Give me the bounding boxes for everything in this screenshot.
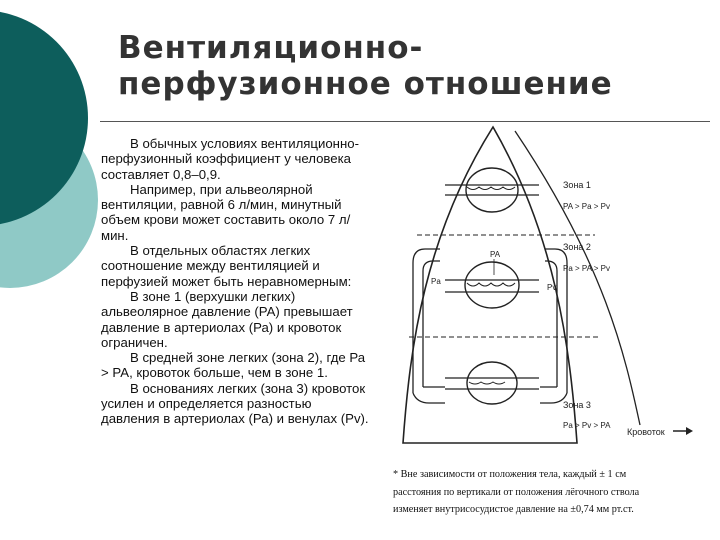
footnote-line: расстояния по вертикали от положения лёгочного ствола — [393, 486, 640, 498]
lung-zones-diagram — [395, 125, 705, 450]
zone-2-label: Зона 2 — [563, 242, 591, 252]
decorative-circles — [0, 0, 110, 300]
paragraph: В средней зоне легких (зона 2), где Ра > РА, кровоток больше, чем в зоне 1. — [101, 350, 366, 381]
alveolus-zone-2 — [445, 262, 539, 308]
title-line-1: Вентиляционно- — [118, 30, 424, 66]
paragraph: В основаниях легких (зона 3) кровоток усилен и определяется разностью давления в артериолах (Ра) и венулах (Рv). — [101, 380, 369, 427]
zone-1-relation: PA > Pa > Pv — [563, 202, 610, 211]
arterial-pressure-label: Pa — [431, 277, 441, 286]
zone-3-label: Зона 3 — [563, 400, 591, 410]
zone-1-label: Зона 1 — [563, 180, 591, 190]
zone-2-relation: Pa > PA > Pv — [563, 264, 610, 273]
page-title — [118, 30, 708, 102]
paragraph: В зоне 1 (верхушки легких) альвеолярное давление (РА) превышает давление в артериолах (Ра) и кровоток ограничен. — [101, 288, 353, 350]
alveolar-pressure-label: PA — [490, 250, 501, 259]
zone-3-relation: Pa > Pv > PA — [563, 421, 611, 430]
paragraph: В отдельных областях легких соотношение между вентиляцией и перфузией может быть неравномерным: — [101, 243, 352, 289]
body-text — [101, 136, 369, 427]
alveolus-zone-3 — [445, 362, 539, 404]
footnote — [393, 466, 713, 519]
blood-flow-label: Кровоток — [627, 427, 665, 437]
footnote-line: изменяет внутрисосудистое давление на ±0,74 мм рт.ст. — [393, 504, 634, 515]
arrow-head-icon — [686, 427, 693, 435]
title-divider — [100, 121, 710, 122]
blood-flow-curve — [515, 131, 640, 425]
title-line-2: перфузионное отношение — [118, 66, 613, 102]
paragraph: Например, при альвеолярной вентиляции, равной 6 л/мин, минутный объем крови может составить около 7 л/мин. — [101, 181, 351, 243]
paragraph: В обычных условиях вентиляционно-перфузионный коэффициент у человека составляет 0,8–0,9. — [101, 136, 359, 182]
venous-pressure-label: Pv — [547, 283, 557, 292]
footnote-line: * Вне зависимости от положения тела, каждый ± 1 см — [393, 469, 627, 480]
